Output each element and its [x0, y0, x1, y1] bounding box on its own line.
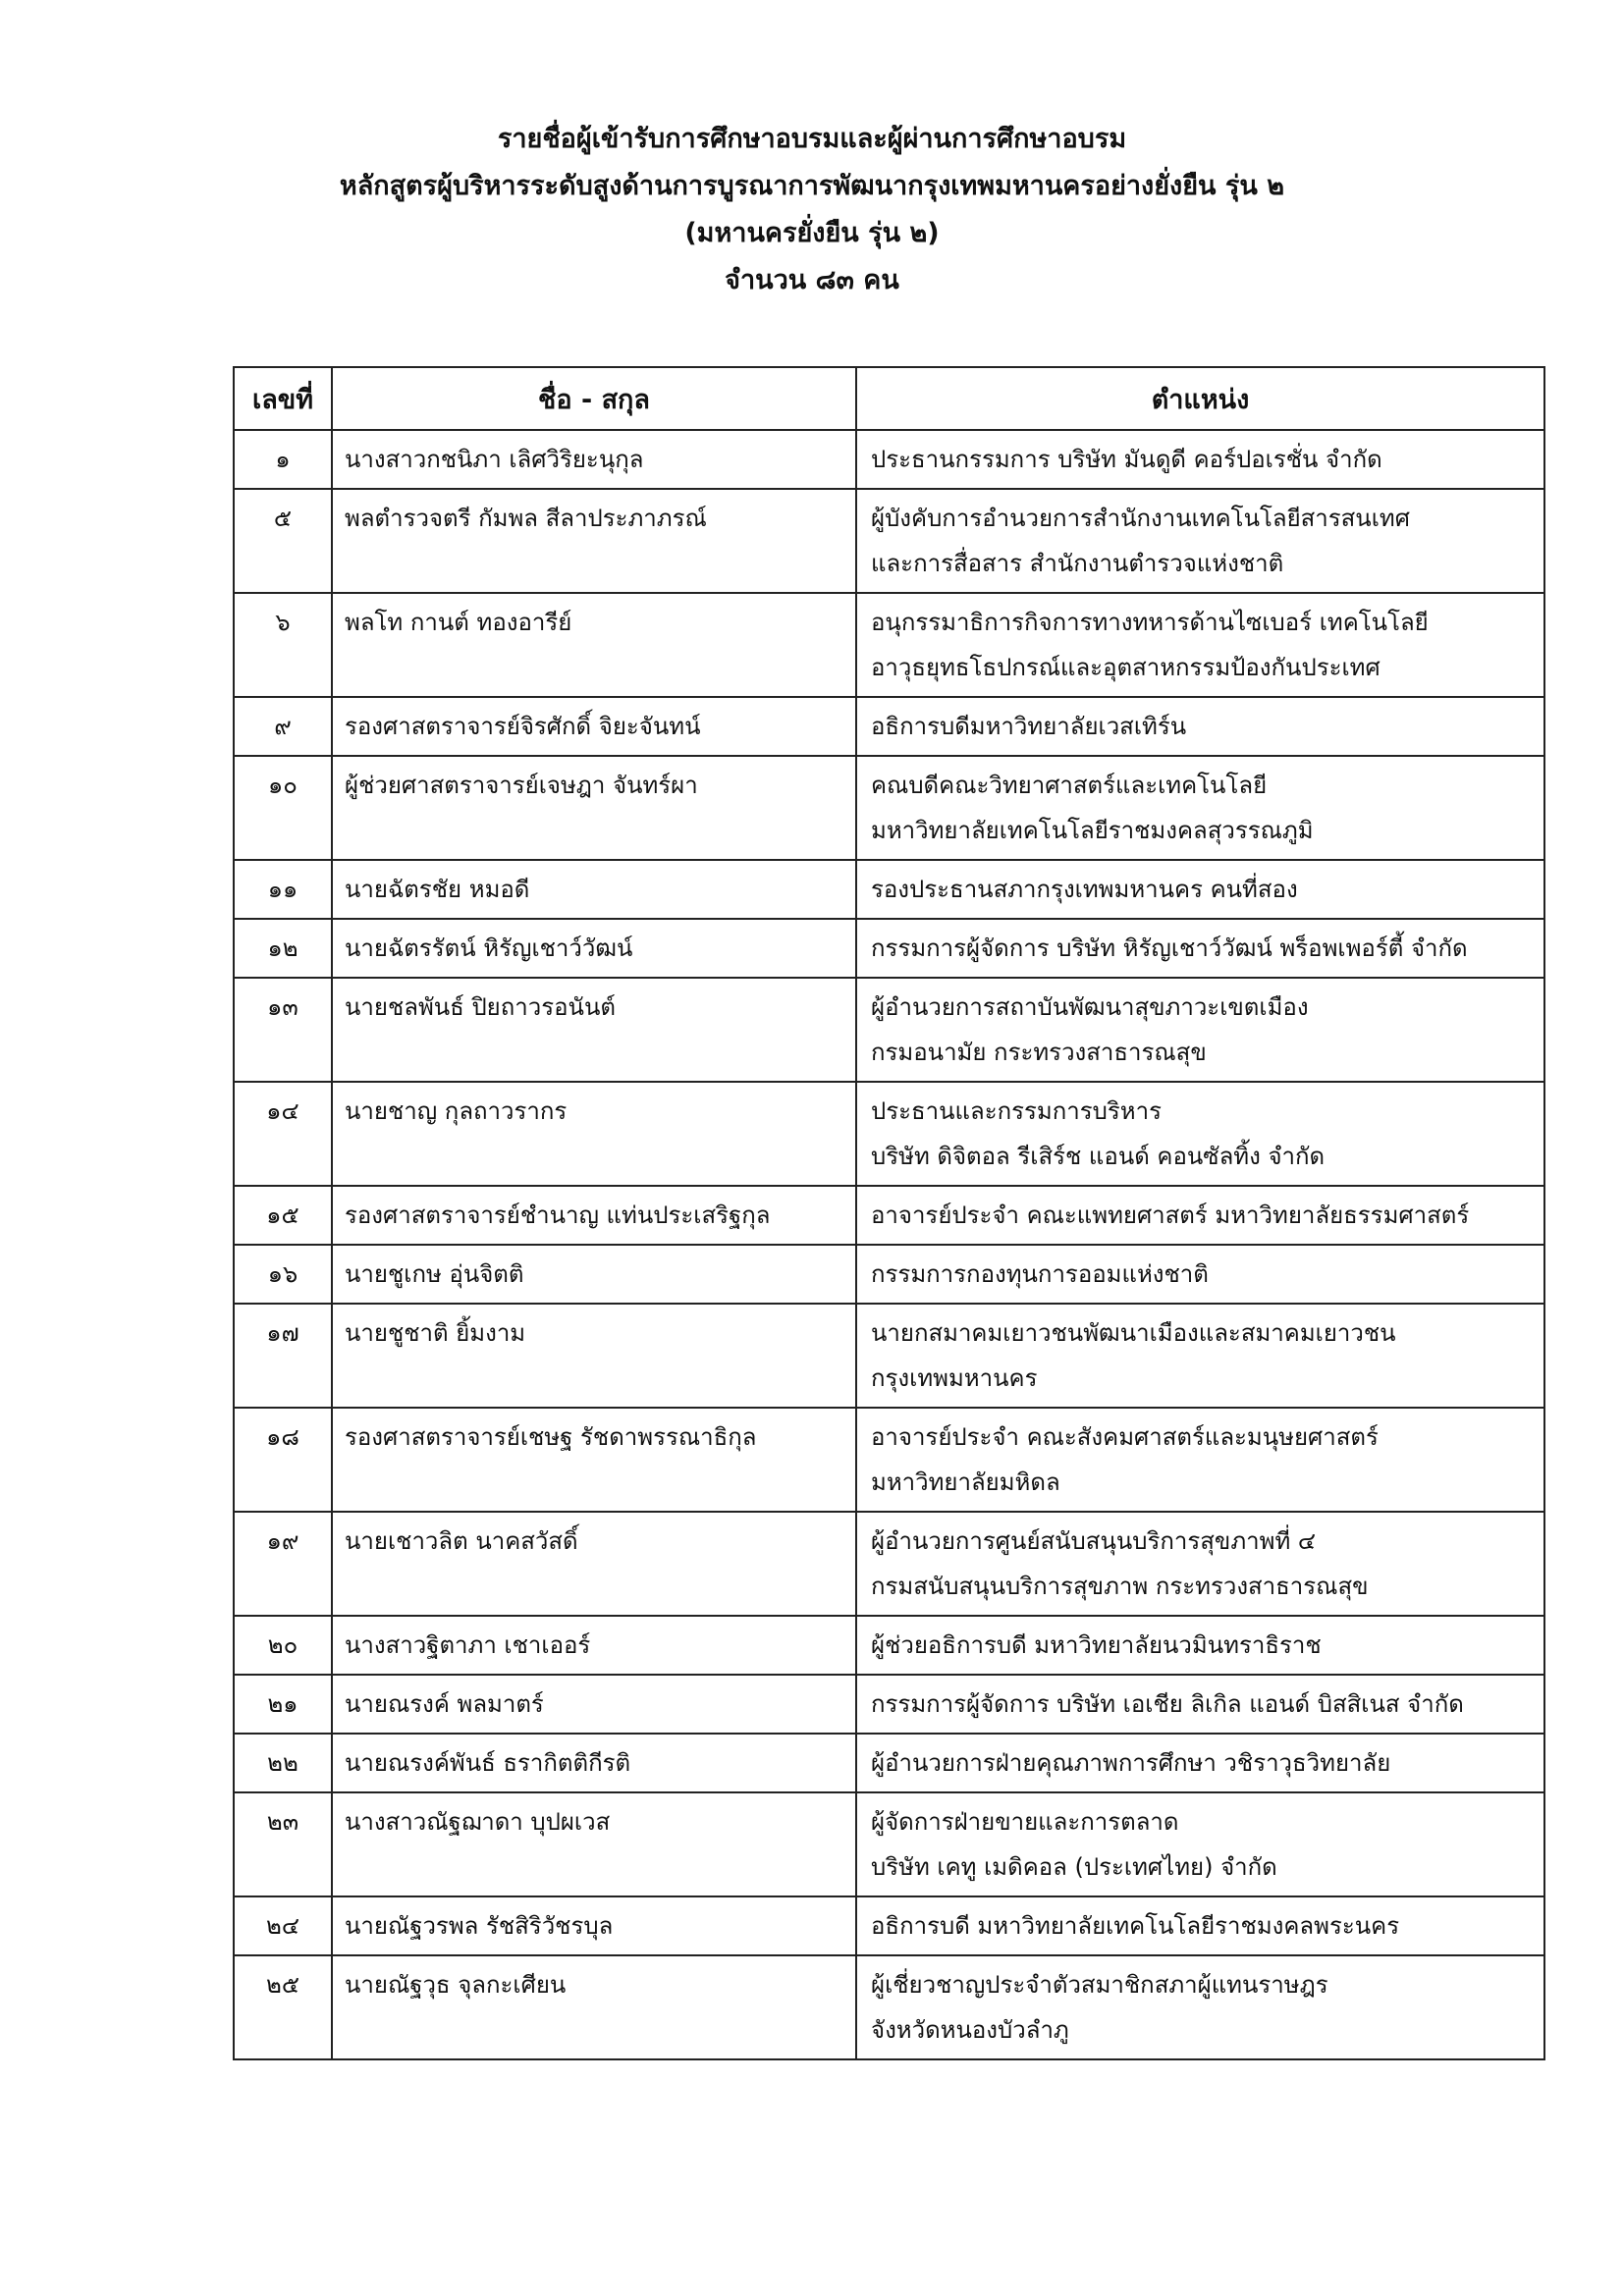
participant-name: รองศาสตราจารย์ชำนาญ แท่นประเสริฐกุล — [332, 1186, 856, 1245]
position-line: ผู้จัดการฝ่ายขายและการตลาด — [871, 1808, 1179, 1836]
title-line-4: จำนวน ๘๓ คน — [725, 265, 899, 295]
header-name: ชื่อ - สกุล — [332, 367, 856, 430]
table-row — [234, 430, 1544, 489]
position-line: คณบดีคณะวิทยาศาสตร์และเทคโนโลยี — [871, 772, 1268, 799]
participant-table — [233, 366, 1545, 2060]
participant-name: พลโท กานต์ ทองอารีย์ — [332, 593, 856, 697]
participant-position — [856, 1675, 1544, 1734]
table-row — [234, 1512, 1544, 1616]
participant-name: นายฉัตรชัย หมอดี — [332, 860, 856, 919]
participant-name: นายณรงค์พันธ์ ธรากิตติกีรติ — [332, 1734, 856, 1792]
participant-name: นายชูชาติ ยิ้มงาม — [332, 1304, 856, 1408]
table-row — [234, 1792, 1544, 1896]
header-number: เลขที่ — [234, 367, 332, 430]
row-number: ๑๑ — [234, 860, 332, 919]
participant-name: นายณัฐวรพล รัชสิริวัชรบุล — [332, 1896, 856, 1955]
table-row — [234, 489, 1544, 593]
position-line: รองประธานสภากรุงเทพมหานคร คนที่สอง — [871, 876, 1298, 903]
table-row — [234, 919, 1544, 978]
participant-name: นายชาญ กุลถาวรากร — [332, 1082, 856, 1186]
participant-position — [856, 1082, 1544, 1186]
participant-position — [856, 489, 1544, 593]
position-line: ประธานและกรรมการบริหาร — [871, 1097, 1162, 1125]
row-number: ๑๖ — [234, 1245, 332, 1304]
row-number: ๒๑ — [234, 1675, 332, 1734]
position-line: บริษัท ดิจิตอล รีเสิร์ช แอนด์ คอนซัลทิ้ง จำกัด — [871, 1143, 1326, 1170]
row-number: ๑๗ — [234, 1304, 332, 1408]
participant-name: พลตำรวจตรี กัมพล สีลาประภาภรณ์ — [332, 489, 856, 593]
table-row — [234, 1408, 1544, 1512]
position-line: อาจารย์ประจำ คณะแพทยศาสตร์ มหาวิทยาลัยธรรมศาสตร์ — [871, 1201, 1470, 1229]
participant-name: นางสาวณัฐฌาดา บุปผเวส — [332, 1792, 856, 1896]
position-line: กรรมการผู้จัดการ บริษัท เอเชีย ลิเกิล แอนด์ บิสสิเนส จำกัด — [871, 1690, 1464, 1718]
position-line: กรมสนับสนุนบริการสุขภาพ กระทรวงสาธารณสุข — [871, 1573, 1369, 1600]
participant-position — [856, 1734, 1544, 1792]
position-line: ผู้บังคับการอำนวยการสำนักงานเทคโนโลยีสารสนเทศ — [871, 505, 1410, 532]
table-row — [234, 697, 1544, 756]
table-row — [234, 1616, 1544, 1675]
participant-position — [856, 1616, 1544, 1675]
table-row — [234, 1734, 1544, 1792]
participant-position — [856, 1955, 1544, 2059]
position-line: อธิการบดีมหาวิทยาลัยเวสเทิร์น — [871, 713, 1187, 740]
participant-name: นายชลพันธ์ ปิยถาวรอนันต์ — [332, 978, 856, 1082]
participant-name: นางสาวกชนิภา เลิศวิริยะนุกุล — [332, 430, 856, 489]
row-number: ๒๕ — [234, 1955, 332, 2059]
position-line: และการสื่อสาร สำนักงานตำรวจแห่งชาติ — [871, 550, 1284, 577]
position-line: กรมอนามัย กระทรวงสาธารณสุข — [871, 1039, 1207, 1066]
row-number: ๑๔ — [234, 1082, 332, 1186]
participant-position — [856, 1186, 1544, 1245]
participant-position — [856, 978, 1544, 1082]
participant-position — [856, 919, 1544, 978]
participant-name: นายณัฐวุธ จุลกะเศียน — [332, 1955, 856, 2059]
participant-position — [856, 430, 1544, 489]
row-number: ๒๒ — [234, 1734, 332, 1792]
participant-position — [856, 1408, 1544, 1512]
position-line: อาจารย์ประจำ คณะสังคมศาสตร์และมนุษยศาสตร์ — [871, 1423, 1379, 1451]
participant-position — [856, 1792, 1544, 1896]
participant-name: ผู้ช่วยศาสตราจารย์เจษฎา จันทร์ผา — [332, 756, 856, 860]
table-row — [234, 1082, 1544, 1186]
participant-position — [856, 1245, 1544, 1304]
row-number: ๒๓ — [234, 1792, 332, 1896]
row-number: ๑๙ — [234, 1512, 332, 1616]
row-number: ๙ — [234, 697, 332, 756]
position-line: อาวุธยุทธโธปกรณ์และอุตสาหกรรมป้องกันประเทศ — [871, 654, 1380, 681]
table-row — [234, 1955, 1544, 2059]
participant-position — [856, 1896, 1544, 1955]
position-line: ผู้อำนวยการสถาบันพัฒนาสุขภาวะเขตเมือง — [871, 993, 1309, 1021]
position-line: อนุกรรมาธิการกิจการทางทหารด้านไซเบอร์ เทคโนโลยี — [871, 609, 1429, 636]
participant-name: นางสาวฐิตาภา เชาเออร์ — [332, 1616, 856, 1675]
participant-name: รองศาสตราจารย์เชษฐ รัชดาพรรณาธิกุล — [332, 1408, 856, 1512]
row-number: ๑๘ — [234, 1408, 332, 1512]
position-line: ผู้อำนวยการฝ่ายคุณภาพการศึกษา วชิราวุธวิทยาลัย — [871, 1749, 1391, 1777]
table-header-row — [234, 367, 1544, 430]
position-line: กรรมการผู้จัดการ บริษัท หิรัญเชาว์วัฒน์ พร็อพเพอร์ตี้ จำกัด — [871, 934, 1468, 962]
position-line: ผู้อำนวยการศูนย์สนับสนุนบริการสุขภาพที่ ๔ — [871, 1527, 1317, 1555]
table-row — [234, 860, 1544, 919]
table-row — [234, 1675, 1544, 1734]
row-number: ๑๕ — [234, 1186, 332, 1245]
position-line: กรุงเทพมหานคร — [871, 1364, 1038, 1392]
participant-position — [856, 1304, 1544, 1408]
participant-position — [856, 697, 1544, 756]
table-row — [234, 1896, 1544, 1955]
row-number: ๑๓ — [234, 978, 332, 1082]
position-line: บริษัท เคทู เมดิคอล (ประเทศไทย) จำกัด — [871, 1853, 1277, 1881]
row-number: ๑ — [234, 430, 332, 489]
participant-position — [856, 593, 1544, 697]
participant-position — [856, 1512, 1544, 1616]
table-row — [234, 593, 1544, 697]
row-number: ๑๒ — [234, 919, 332, 978]
position-line: ผู้ช่วยอธิการบดี มหาวิทยาลัยนวมินทราธิราช — [871, 1631, 1322, 1659]
row-number: ๖ — [234, 593, 332, 697]
position-line: ประธานกรรมการ บริษัท มันดูดี คอร์ปอเรชั่น จำกัด — [871, 446, 1382, 473]
header-position: ตำแหน่ง — [856, 367, 1544, 430]
document-title — [0, 116, 1624, 304]
table-row — [234, 1245, 1544, 1304]
participant-name: นายชูเกษ อุ่นจิตติ — [332, 1245, 856, 1304]
title-line-2: หลักสูตรผู้บริหารระดับสูงด้านการบูรณาการพัฒนากรุงเทพมหานครอย่างยั่งยืน รุ่น ๒ — [339, 171, 1285, 201]
table-row — [234, 1186, 1544, 1245]
position-line: ผู้เชี่ยวชาญประจำตัวสมาชิกสภาผู้แทนราษฎร — [871, 1971, 1328, 1999]
title-line-1: รายชื่อผู้เข้ารับการศึกษาอบรมและผู้ผ่านการศึกษาอบรม — [497, 124, 1127, 154]
table-body — [234, 430, 1544, 2059]
participant-name: นายฉัตรรัตน์ หิรัญเชาว์วัฒน์ — [332, 919, 856, 978]
participant-name: นายเชาวลิต นาคสวัสดิ์ — [332, 1512, 856, 1616]
row-number: ๑๐ — [234, 756, 332, 860]
position-line: นายกสมาคมเยาวชนพัฒนาเมืองและสมาคมเยาวชน — [871, 1319, 1396, 1347]
row-number: ๒๔ — [234, 1896, 332, 1955]
position-line: มหาวิทยาลัยมหิดล — [871, 1468, 1060, 1496]
position-line: อธิการบดี มหาวิทยาลัยเทคโนโลยีราชมงคลพระนคร — [871, 1912, 1400, 1940]
participant-position — [856, 860, 1544, 919]
row-number: ๒๐ — [234, 1616, 332, 1675]
participant-name: นายณรงค์ พลมาตร์ — [332, 1675, 856, 1734]
title-line-3: (มหานครยั่งยืน รุ่น ๒) — [684, 218, 940, 248]
row-number: ๕ — [234, 489, 332, 593]
table-row — [234, 978, 1544, 1082]
participant-name: รองศาสตราจารย์จิรศักดิ์ จิยะจันทน์ — [332, 697, 856, 756]
table-row — [234, 1304, 1544, 1408]
position-line: มหาวิทยาลัยเทคโนโลยีราชมงคลสุวรรณภูมิ — [871, 817, 1314, 844]
participant-position — [856, 756, 1544, 860]
position-line: กรรมการกองทุนการออมแห่งชาติ — [871, 1260, 1209, 1288]
position-line: จังหวัดหนองบัวลำภู — [871, 2016, 1069, 2044]
table-row — [234, 756, 1544, 860]
